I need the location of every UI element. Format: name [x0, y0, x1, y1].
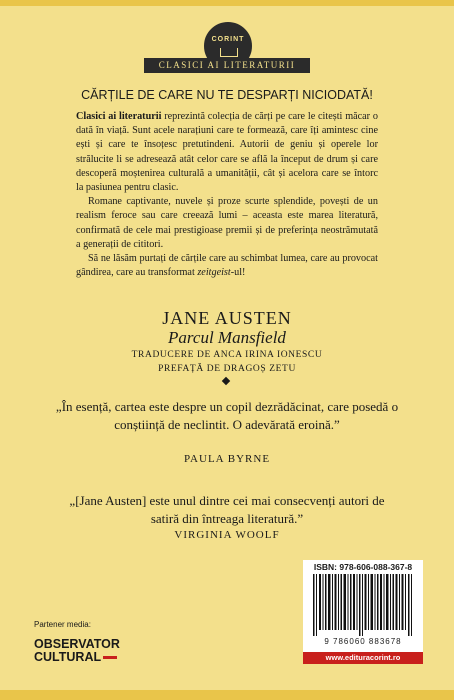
- book-author: JANE AUSTEN: [162, 308, 292, 328]
- intro-p1-text: reprezintă colecția de cărți pe care le citești măcar o dată în viață. Sunt acele narațiuni care te formează, care îți amintesc cine ești și care te însoțesc pretutindeni. Autorii de geniu și operele lor strălucite li se adresează atât celor care se află la început de drum și care descoperă moștenirea culturală a umanității, cât și acelora care se întorc la pasiunea pentru clasic.: [76, 111, 378, 194]
- website-link[interactable]: www.edituracorint.ro: [303, 652, 423, 664]
- translation-credit: TRADUCERE DE ANCA IRINA IONESCU: [131, 350, 323, 360]
- intro-paragraph-1: [76, 110, 378, 195]
- preface-credit: PREFAȚĂ DE DRAGOȘ ZETU: [158, 364, 296, 374]
- intro-p3-start: Să ne lăsăm purtați de cărțile care au schimbat lumea, care au provocat gândirea, care au transformat: [76, 253, 378, 279]
- top-bar: [0, 0, 454, 6]
- partner-logo: [34, 638, 120, 664]
- quote-1: „În esență, cartea este despre un copil dezrădăcinat, care posedă o conștiință de neclintit. O adevărată eroină.”: [55, 399, 399, 432]
- bottom-bar: [0, 690, 454, 700]
- intro-p3-italic: zeitgeist: [197, 267, 231, 279]
- page-heading: CĂRȚILE DE CARE NU TE DESPARȚI NICIODATĂ!: [81, 88, 373, 102]
- quote-1-author: PAULA BYRNE: [183, 453, 271, 465]
- red-dash-icon: [103, 656, 117, 659]
- quote-2-author: VIRGINIA WOOLF: [174, 529, 280, 541]
- barcode: [311, 574, 415, 636]
- intro-paragraph-3: [76, 252, 378, 280]
- book-title: Parcul Mansfield: [168, 328, 286, 347]
- isbn-box: [303, 560, 423, 652]
- quote-2: „[Jane Austen] este unul dintre cei mai consecvenți autori de satiră din întreaga literatură.”: [69, 493, 385, 526]
- series-label: CLASICI AI LITERATURII: [144, 58, 310, 73]
- diamond-divider: [222, 377, 230, 385]
- isbn-label: ISBN: 978-606-088-367-8: [313, 562, 413, 572]
- partner-name-line-1: OBSERVATOR: [34, 637, 120, 651]
- series-name: Clasici ai literaturii: [76, 111, 162, 122]
- book-icon: [220, 48, 238, 57]
- intro-p3-end: -ul!: [230, 267, 246, 279]
- partner-label: Partener media:: [34, 620, 91, 629]
- partner-name-line-2: CULTURAL: [34, 650, 102, 664]
- barcode-number: 9 786060 883678: [324, 637, 402, 646]
- logo-text: CORINT: [211, 36, 245, 43]
- intro-text: [76, 110, 378, 280]
- intro-paragraph-2: Romane captivante, nuvele și proze scurte splendide, povești de un realism feroce sau care creează lumi – aceasta este marea literatură, confirmată de cele mai prestigioase premii și de preferința neostrămutată a generații de cititori.: [76, 196, 378, 250]
